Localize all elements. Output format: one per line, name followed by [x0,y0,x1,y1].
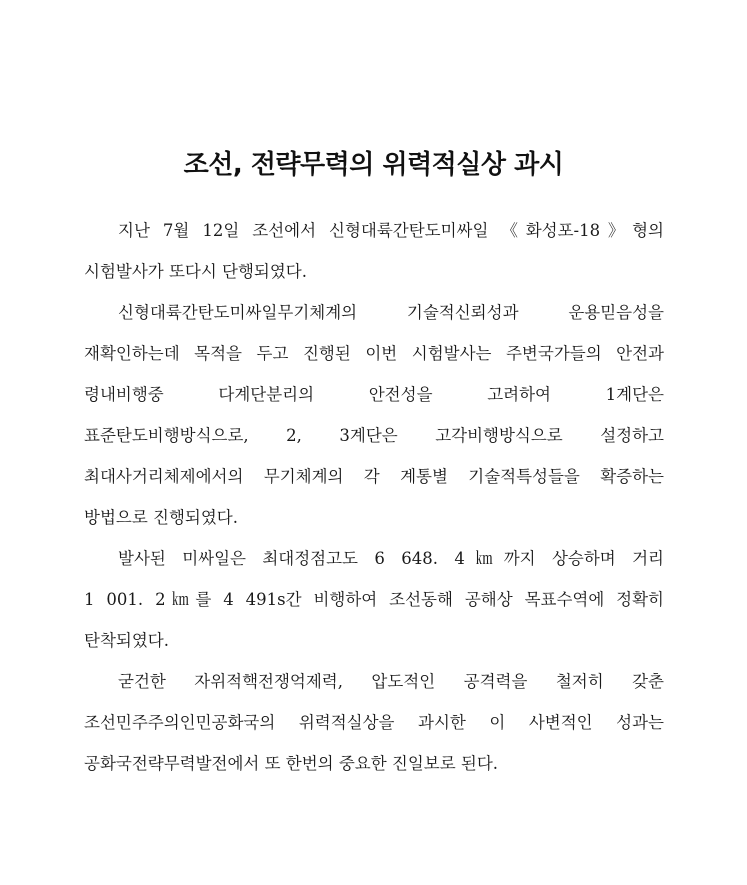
paragraph-1 [84,210,664,292]
paragraph-line: 발사된 미싸일은 최대정점고도 6 648. 4㎞까지 상승하며 거리 [118,549,664,568]
paragraph-3 [84,538,664,661]
document-title: 조선, 전략무력의 위력적실상 과시 [183,150,564,181]
paragraph-line: 최대사거리체제에서의 무기체계의 각 계통별 기술적특성들을 확증하는 [84,467,664,486]
paragraph-line: 재확인하는데 목적을 두고 진행된 이번 시험발사는 주변국가들의 안전과 [84,344,664,363]
document-body [84,210,664,784]
paragraph-line: 조선민주주의인민공화국의 위력적실상을 과시한 이 사변적인 성과는 [84,713,664,732]
paragraph-line: 굳건한 자위적핵전쟁억제력, 압도적인 공격력을 철저히 갖춘 [118,672,664,691]
paragraph-line: 령내비행중 다계단분리의 안전성을 고려하여 1계단은 [84,385,664,404]
paragraph-line: 탄착되였다. [84,631,169,650]
paragraph-line: 1 001. 2㎞를 4 491s간 비행하여 조선동해 공해상 목표수역에 정확히 [84,590,664,609]
paragraph-line: 시험발사가 또다시 단행되였다. [84,262,307,281]
paragraph-2 [84,292,664,538]
paragraph-line: 지난 7월 12일 조선에서 신형대륙간탄도미싸일 《화성포-18》형의 [118,221,664,240]
paragraph-line: 신형대륙간탄도미싸일무기체계의 기술적신뢰성과 운용믿음성을 [118,303,664,322]
paragraph-line: 방법으로 진행되였다. [84,508,238,527]
paragraph-4 [84,661,664,784]
paragraph-line: 표준탄도비행방식으로, 2, 3계단은 고각비행방식으로 설정하고 [84,426,664,445]
paragraph-line: 공화국전략무력발전에서 또 한번의 중요한 진일보로 된다. [84,754,499,773]
